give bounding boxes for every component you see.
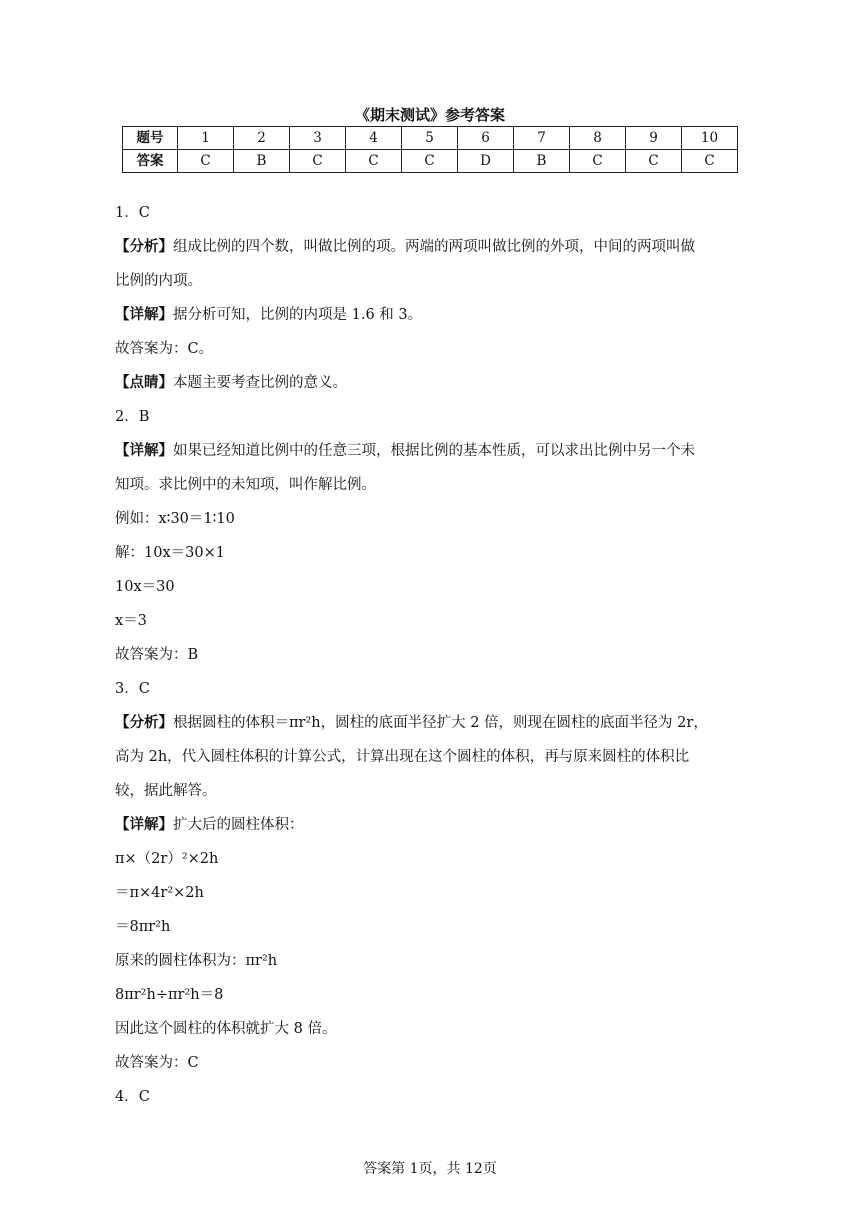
section-tag: 【详解】 [115,442,173,459]
text-line [115,201,743,235]
text-line [115,609,743,643]
text-line [115,439,743,473]
question-number-cell: 3 [290,127,346,150]
text-line [115,643,743,677]
question-number-cell: 2 [234,127,290,150]
text-line [115,1085,743,1119]
answer-cell: C [570,150,626,173]
line-text: 2．B [115,409,150,425]
section-tag: 【分析】 [115,714,173,731]
answer-cell: C [346,150,402,173]
line-text: 因此这个圆柱的体积就扩大 8 倍。 [115,1021,337,1037]
text-line [115,337,743,371]
line-text: 扩大后的圆柱体积： [173,817,304,833]
line-text: 知项。求比例中的未知项，叫作解比例。 [115,477,376,493]
text-line [115,575,743,609]
line-text: 故答案为：C。 [115,341,214,357]
text-line [115,983,743,1017]
question-number-cell: 9 [626,127,682,150]
answer-cell: C [178,150,234,173]
answer-cell: C [682,150,738,173]
answer-table-answer-row [123,150,738,173]
text-line [115,371,743,405]
line-text: 据分析可知，比例的内项是 1.6 和 3。 [173,307,423,323]
answer-cell: B [514,150,570,173]
answer-cell: C [626,150,682,173]
line-text: 10x＝30 [115,579,175,595]
line-text: 较，据此解答。 [115,783,217,799]
question-number-cell: 7 [514,127,570,150]
answer-cell: D [458,150,514,173]
question-number-cell: 8 [570,127,626,150]
line-text: 例如：x∶30＝1∶10 [115,511,235,527]
answer-cell: C [290,150,346,173]
document-title: 《期末测试》参考答案 [354,106,505,124]
line-text: π×（2r）²×2h [115,851,219,867]
line-text: 根据圆柱的体积＝πr²h，圆柱的底面半径扩大 2 倍，则现在圆柱的底面半径为 2r， [173,715,708,731]
line-text: 故答案为：C [115,1055,199,1071]
line-text: 故答案为：B [115,647,199,663]
page-footer: 答案第 1页，共 12页 [363,1161,497,1177]
answer-cell: B [234,150,290,173]
text-line [115,677,743,711]
text-line [115,949,743,983]
section-tag: 【详解】 [115,306,173,323]
question-number-cell: 6 [458,127,514,150]
line-text: 3．C [115,681,150,697]
question-number-cell: 10 [682,127,738,150]
text-line [115,813,743,847]
section-tag: 【分析】 [115,238,173,255]
answer-cell: C [402,150,458,173]
text-line [115,303,743,337]
row-label-number: 题号 [123,127,178,150]
line-text: 高为 2h，代入圆柱体积的计算公式，计算出现在这个圆柱的体积，再与原来圆柱的体积比 [115,749,690,765]
text-line [115,405,743,439]
line-text: 组成比例的四个数，叫做比例的项。两端的两项叫做比例的外项，中间的两项叫做 [173,239,695,255]
answer-explanations [115,201,743,1119]
line-text: 8πr²h÷πr²h＝8 [115,987,224,1003]
text-line [115,779,743,813]
answer-table [122,126,738,173]
row-label-answer: 答案 [123,150,178,173]
line-text: ＝8πr²h [115,919,171,935]
line-text: 4．C [115,1089,150,1105]
text-line [115,915,743,949]
question-number-cell: 5 [402,127,458,150]
text-line [115,269,743,303]
section-tag: 【点睛】 [115,374,173,391]
line-text: 解：10x＝30×1 [115,545,225,561]
section-tag: 【详解】 [115,816,173,833]
text-line [115,473,743,507]
text-line [115,711,743,745]
line-text: ＝π×4r²×2h [115,885,204,901]
line-text: 比例的内项。 [115,273,202,289]
text-line [115,881,743,915]
line-text: 本题主要考查比例的意义。 [173,375,347,391]
text-line [115,847,743,881]
line-text: 原来的圆柱体积为：πr²h [115,953,278,969]
text-line [115,507,743,541]
text-line [115,1051,743,1085]
line-text: 1．C [115,205,150,221]
text-line [115,745,743,779]
text-line [115,1017,743,1051]
question-number-cell: 4 [346,127,402,150]
line-text: 如果已经知道比例中的任意三项，根据比例的基本性质，可以求出比例中另一个未 [173,443,695,459]
text-line [115,541,743,575]
line-text: x＝3 [115,613,147,629]
question-number-cell: 1 [178,127,234,150]
answer-table-number-row [123,127,738,150]
text-line [115,235,743,269]
